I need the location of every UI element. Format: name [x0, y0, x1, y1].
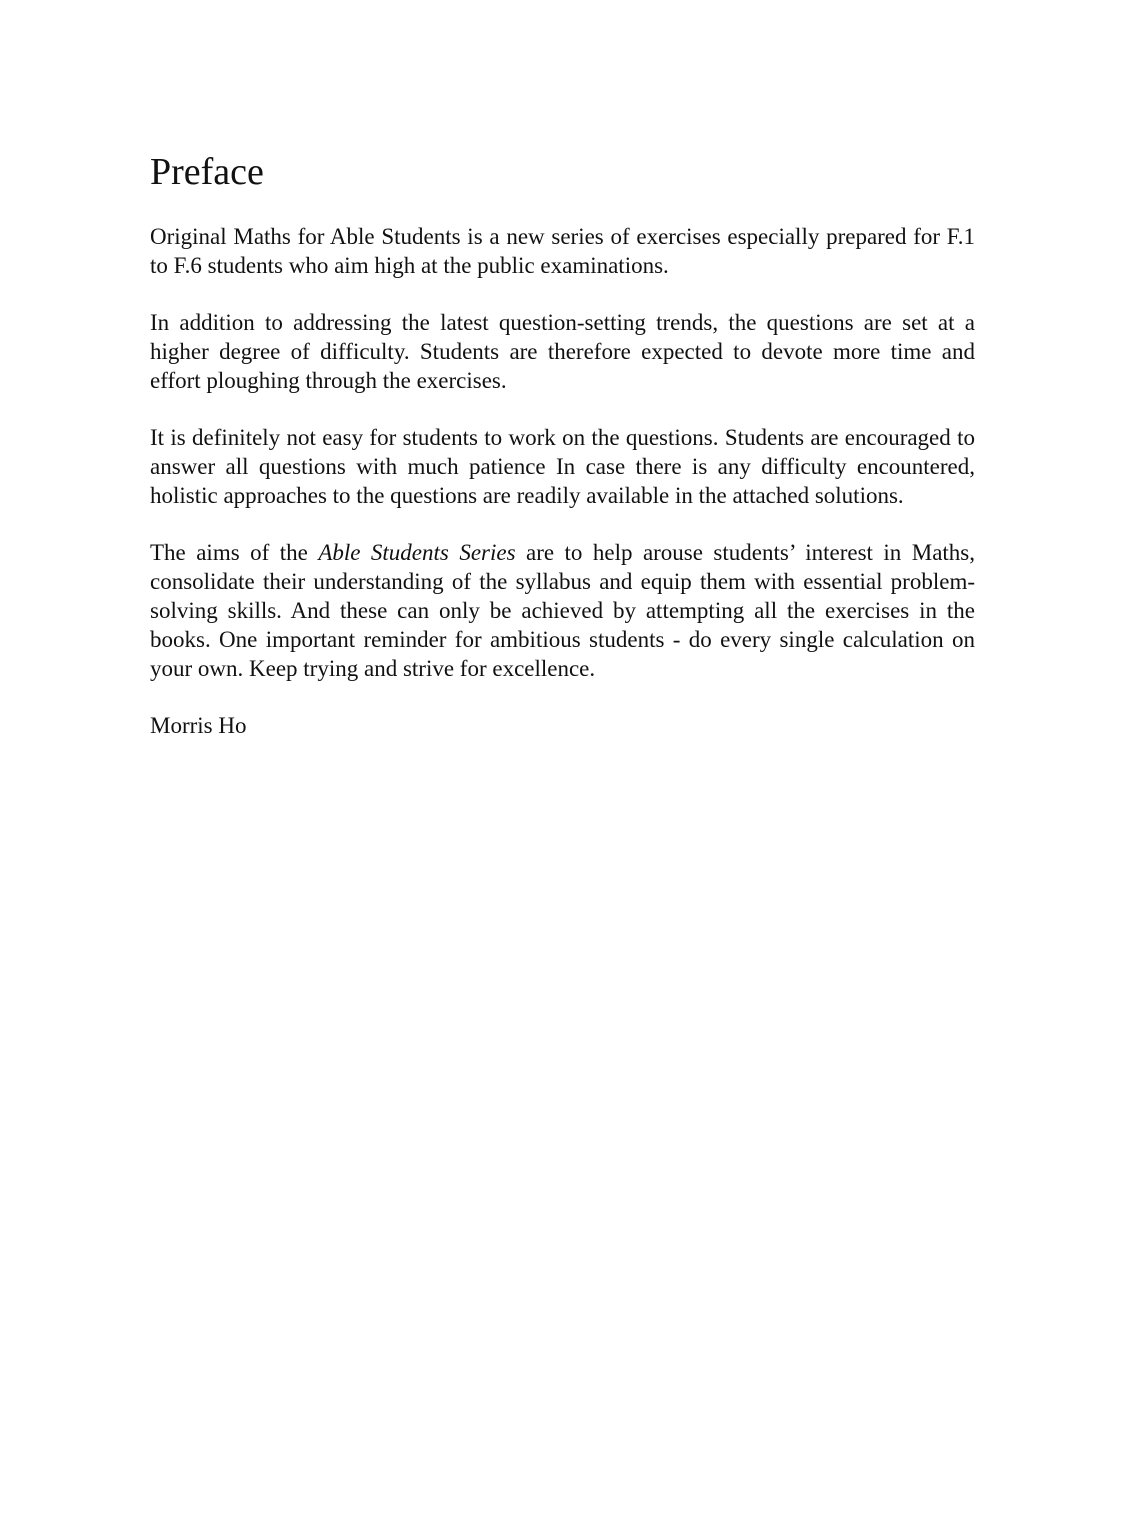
page-title: Preface	[150, 151, 264, 193]
paragraph-difficulty: In addition to addressing the latest question-setting trends, the questions are set at a higher degree of difficulty. Students are therefore expected to devote more time and effort ploughing through the exercises.	[150, 310, 975, 393]
document-page	[150, 150, 975, 740]
paragraph-aims	[150, 538, 975, 683]
paragraph-intro: Original Maths for Able Students is a new series of exercises especially prepared for F.1 to F.6 students who aim high at the public examinations.	[150, 224, 975, 278]
paragraph-encouragement: It is definitely not easy for students to work on the questions. Students are encouraged to answer all questions with much patience In case there is any difficulty encountered, holistic approaches to the questions are readily available in the attached solutions.	[150, 425, 975, 508]
author-signature: Morris Ho	[150, 713, 247, 738]
series-name: Able Students Series	[318, 540, 516, 565]
aims-text-after: are to help arouse students’ interest in Maths, consolidate their understanding of the syllabus and equip them with essential problem-solving skills. And these can only be achieved by attempting all the exercises in the books. One important reminder for ambitious students - do every single calculation on your own. Keep trying and strive for excellence.	[150, 540, 975, 681]
aims-text-before: The aims of the	[150, 540, 319, 565]
